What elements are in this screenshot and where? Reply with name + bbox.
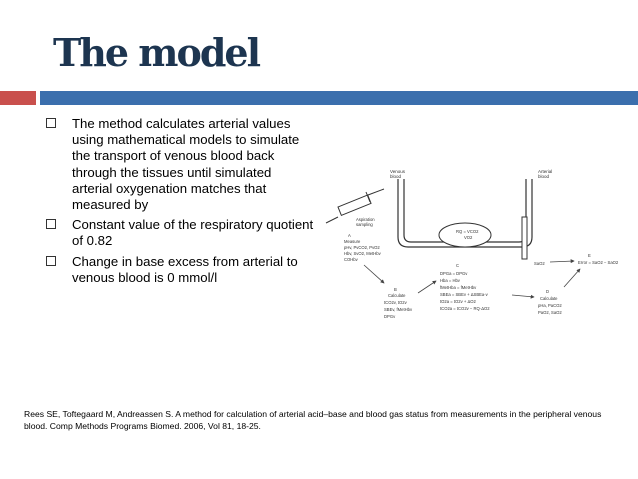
svg-text:A: A — [348, 233, 351, 238]
rq-denominator: VO2 — [464, 235, 473, 240]
bullet-text: Constant value of the respiratory quotient of 0.82 — [72, 217, 314, 249]
bullet-list — [44, 116, 314, 290]
venous-label: Venous — [390, 169, 406, 174]
svg-text:Hba = Hbv: Hba = Hbv — [440, 278, 460, 283]
square-bullet-icon — [46, 118, 56, 128]
svg-text:Calculate: Calculate — [540, 296, 558, 301]
svg-text:pHa, PaCO2: pHa, PaCO2 — [538, 303, 562, 308]
sao2-label: SaO2 — [534, 261, 545, 266]
square-bullet-icon — [46, 256, 56, 266]
svg-text:DPGa = DPGv: DPGa = DPGv — [440, 271, 468, 276]
svg-text:E: E — [588, 253, 591, 258]
arterial-label: Arterial — [538, 169, 553, 174]
arterial-label-2: blood — [538, 174, 550, 179]
step-c — [440, 263, 490, 311]
slide-title: The model — [53, 30, 260, 75]
svg-text:Calculate: Calculate — [388, 293, 406, 298]
svg-text:SBEv, fMetHbv: SBEv, fMetHbv — [384, 307, 413, 312]
aspiration-label-2: sampling — [356, 222, 373, 227]
svg-text:fMetHba = fMetHbv: fMetHba = fMetHbv — [440, 285, 477, 290]
arrow-d-e — [564, 269, 580, 287]
arrow-c-d — [512, 295, 534, 297]
step-a — [344, 233, 382, 262]
citation: Rees SE, Toftegaard M, Andreassen S. A method for calculation of arterial acid–base and blood gas status from measurements in the peripheral venous blood. Comp Methods Programs Biomed. 2006, Vol 81, 18-25. — [24, 409, 602, 431]
svg-text:DPGv: DPGv — [384, 314, 396, 319]
svg-text:COHbv: COHbv — [344, 257, 358, 262]
svg-text:B: B — [394, 287, 397, 292]
svg-text:C: C — [456, 263, 460, 268]
bullet-text: The method calculates arterial values using mathematical models to simulate the transport of venous blood back through the tissues until simulated arterial oxygenation matches that measured by — [72, 116, 300, 213]
bullet-item — [44, 254, 314, 286]
bullet-item — [44, 116, 314, 213]
step-e — [578, 253, 619, 265]
svg-text:pHv, PvCO2, PvO2: pHv, PvCO2, PvO2 — [344, 245, 380, 250]
svg-text:tCO2a = tCO2v − RQ·ΔO2: tCO2a = tCO2v − RQ·ΔO2 — [440, 306, 490, 311]
syringe-icon — [326, 189, 384, 223]
svg-text:D: D — [546, 289, 550, 294]
svg-text:Hbv, SvO2, MetHbv: Hbv, SvO2, MetHbv — [344, 251, 381, 256]
arrow-sao2-e — [550, 261, 574, 262]
svg-text:SBEa = SBEv + ΔSBEa-v: SBEa = SBEv + ΔSBEa-v — [440, 292, 488, 297]
rq-label: RQ = VCO2 — [456, 229, 479, 234]
svg-text:tCO2v, tO2v: tCO2v, tO2v — [384, 300, 407, 305]
bullet-text: Change in base excess from arterial to venous blood is 0 mmol/l — [72, 253, 298, 285]
svg-text:PaO2, SaO2: PaO2, SaO2 — [538, 310, 562, 315]
bullet-item — [44, 217, 314, 249]
arterial-probe — [522, 217, 527, 259]
venous-label-2: blood — [390, 174, 402, 179]
step-d — [538, 289, 562, 315]
svg-text:Error = SaO2 − SaO2: Error = SaO2 − SaO2 — [578, 260, 619, 265]
arrow-a-b — [364, 265, 384, 283]
accent-bar-red — [0, 91, 36, 105]
model-diagram — [318, 165, 636, 340]
accent-bar-blue — [40, 91, 638, 105]
svg-text:tO2a = tO2v + ΔO2: tO2a = tO2v + ΔO2 — [440, 299, 476, 304]
svg-text:Measure: Measure — [344, 239, 361, 244]
square-bullet-icon — [46, 219, 56, 229]
arrow-b-c — [418, 281, 436, 293]
step-b — [384, 287, 413, 319]
aspiration-label: Aspiration — [356, 217, 375, 222]
